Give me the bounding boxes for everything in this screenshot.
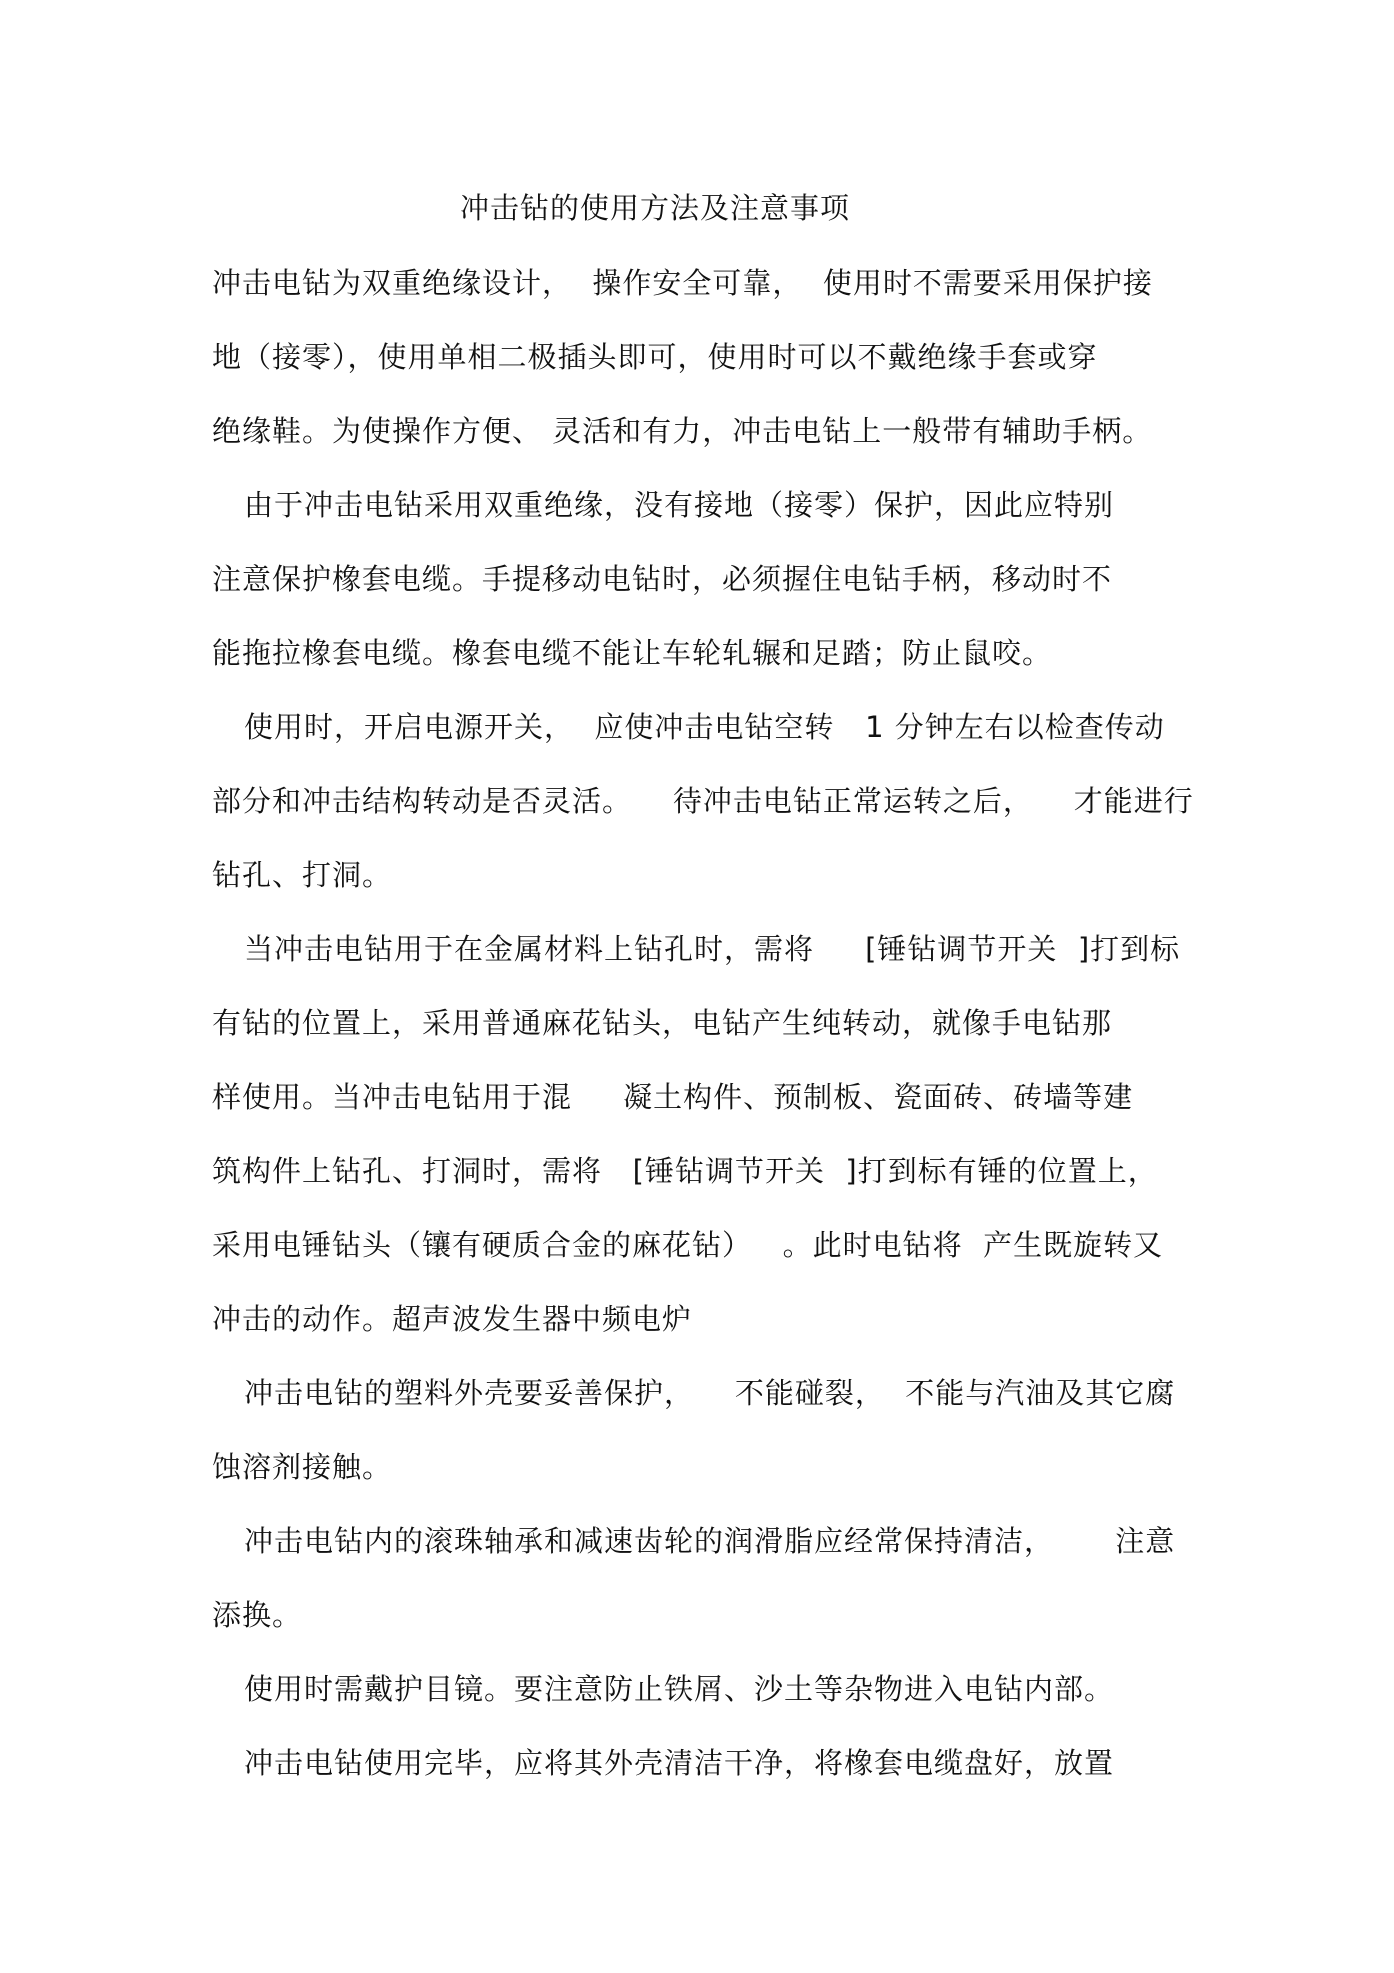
paragraph-line: 注意保护橡套电缆。手提移动电钻时，必须握住电钻手柄，移动时不 (212, 562, 1113, 596)
paragraph-line: 当冲击电钻用于在金属材料上钻孔时，需将 [锤钻调节开关 ]打到标 (244, 932, 1181, 966)
paragraph-line: 样使用。当冲击电钻用于混 凝土构件、预制板、瓷面砖、砖墙等建 (212, 1080, 1134, 1114)
paragraph-line: 筑构件上钻孔、打洞时，需将 [锤钻调节开关 ]打到标有锤的位置上， (212, 1154, 1158, 1188)
paragraph-line: 有钻的位置上，采用普通麻花钻头，电钻产生纯转动，就像手电钻那 (212, 1006, 1113, 1040)
paragraph-line: 冲击的动作。超声波发生器中频电炉 (212, 1302, 693, 1336)
paragraph-line: 冲击电钻使用完毕，应将其外壳清洁干净，将橡套电缆盘好，放置 (244, 1746, 1115, 1780)
paragraph-line: 使用时需戴护目镜。要注意防止铁屑、沙土等杂物进入电钻内部。 (244, 1672, 1115, 1706)
paragraph-line: 冲击电钻内的滚珠轴承和减速齿轮的润滑脂应经常保持清洁， 注意 (244, 1524, 1176, 1558)
paragraph-line: 使用时，开启电源开关， 应使冲击电钻空转 1 分钟左右以检查传动 (244, 710, 1165, 744)
paragraph-line: 添换。 (212, 1598, 303, 1632)
paragraph-line: 采用电锤钻头（镶有硬质合金的麻花钻） 。此时电钻将 产生既旋转又 (212, 1228, 1164, 1262)
paragraph-line: 地（接零），使用单相二极插头即可，使用时可以不戴绝缘手套或穿 (212, 340, 1098, 374)
paragraph-line: 能拖拉橡套电缆。橡套电缆不能让车轮轧辗和足踏；防止鼠咬。 (212, 636, 1053, 670)
paragraph-line: 部分和冲击结构转动是否灵活。 待冲击电钻正常运转之后， 才能进行 (212, 784, 1194, 818)
paragraph-line: 冲击电钻的塑料外壳要妥善保护， 不能碰裂， 不能与汽油及其它腐 (244, 1376, 1176, 1410)
paragraph-line: 绝缘鞋。为使操作方便、 灵活和有力，冲击电钻上一般带有辅助手柄。 (212, 414, 1153, 448)
paragraph-line: 钻孔、打洞。 (212, 858, 393, 892)
document-title: 冲击钻的使用方法及注意事项 (459, 191, 850, 225)
paragraph-line: 由于冲击电钻采用双重绝缘，没有接地（接零）保护，因此应特别 (244, 488, 1115, 522)
paragraph-line: 蚀溶剂接触。 (212, 1450, 393, 1484)
paragraph-line: 冲击电钻为双重绝缘设计， 操作安全可靠， 使用时不需要采用保护接 (212, 266, 1153, 300)
